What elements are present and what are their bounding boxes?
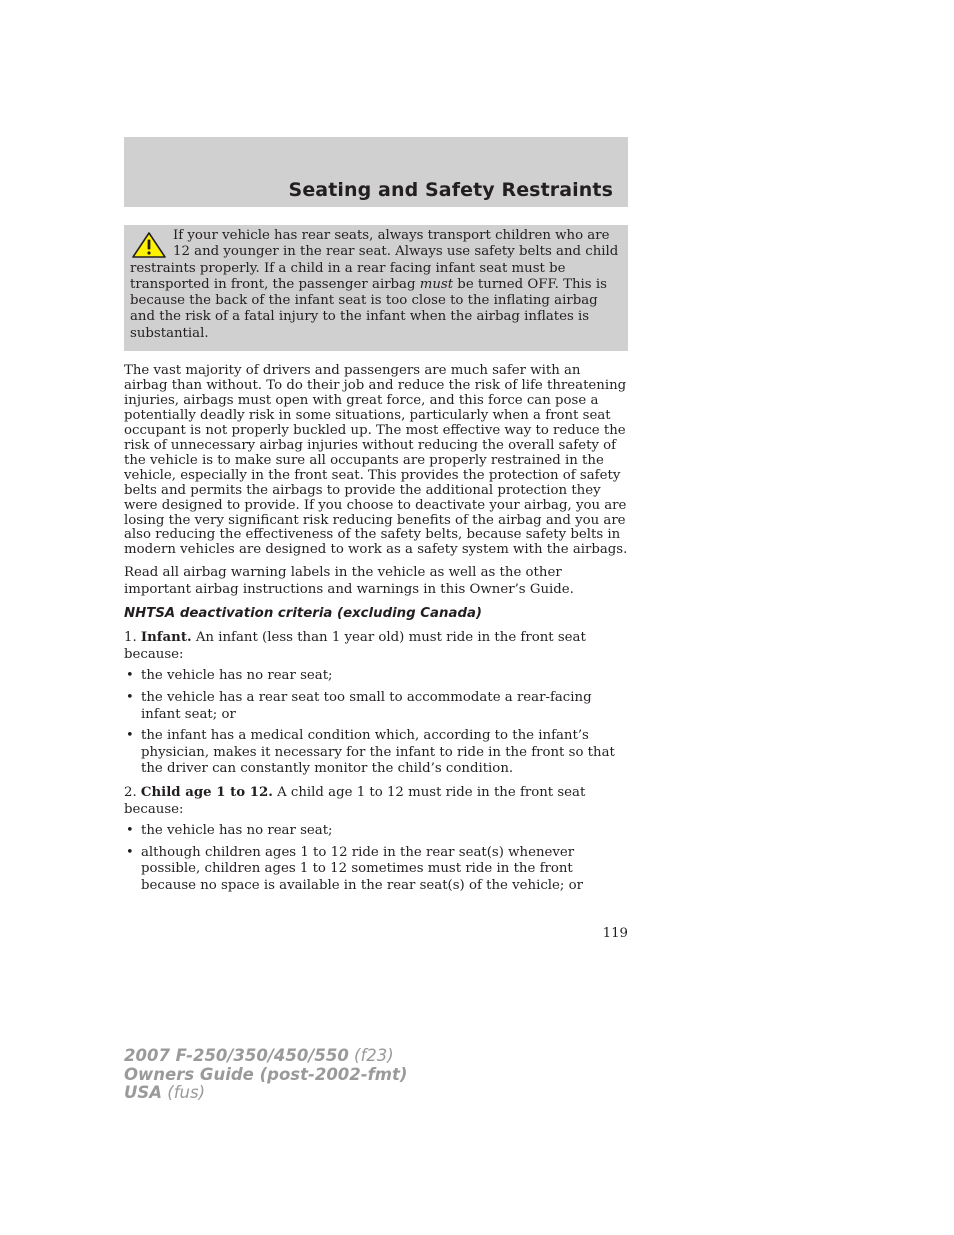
list-item-text: the vehicle has a rear seat too small to accommodate a rear-facing infant seat; or <box>141 690 592 722</box>
item-number: 1. <box>124 630 141 646</box>
list-item <box>124 823 628 839</box>
criteria-item-child <box>124 785 628 818</box>
list-item <box>124 690 628 723</box>
footer-line-model <box>124 1047 407 1066</box>
list-item-text: the vehicle has no rear seat; <box>141 823 333 839</box>
subheading-nhtsa-criteria: NHTSA deactivation criteria (excluding Canada) <box>124 606 483 622</box>
list-item-text: although children ages 1 to 12 ride in the rear seat(s) whenever possible, children ages 1 to 12 sometimes must ride in the front because no space is available in the rear seat(s) of the vehicle; or <box>141 845 583 893</box>
footer-model: 2007 F-250/350/450/550 <box>124 1046 349 1065</box>
footer-line-guide <box>124 1066 407 1085</box>
child-bullet-list <box>124 823 628 894</box>
body-paragraph-read-labels: Read all airbag warning labels in the vehicle as well as the other important airbag instructions and warnings in this Owner’s Guide. <box>124 565 574 597</box>
warning-emphasis: must <box>419 276 454 292</box>
criteria-item-infant <box>124 630 628 663</box>
page-number: 119 <box>602 926 628 941</box>
footer-model-code: (f23) <box>348 1046 394 1065</box>
list-item <box>124 728 628 777</box>
list-item <box>124 845 628 894</box>
document-footer <box>124 1047 407 1103</box>
warning-text <box>130 228 620 342</box>
bullet-glyph: • <box>126 668 134 684</box>
footer-guide: Owners Guide (post-2002-fmt) <box>124 1064 408 1084</box>
bullet-glyph: • <box>126 728 134 744</box>
footer-market-code: (fus) <box>162 1083 206 1102</box>
item-label: Infant. <box>140 630 192 646</box>
bullet-glyph: • <box>126 690 134 706</box>
section-title: Seating and Safety Restraints <box>288 179 613 201</box>
main-content <box>124 364 628 894</box>
list-item-text: the vehicle has no rear seat; <box>141 668 333 684</box>
bullet-glyph: • <box>126 845 134 861</box>
warning-text-part2: be turned OFF. This is because the back of the infant seat is too close to the inflating airbag and the risk of a fatal injury to the infant when the airbag inflates is substantial. <box>130 276 607 341</box>
list-item <box>124 668 628 684</box>
section-header-band <box>124 137 628 207</box>
infant-bullet-list <box>124 668 628 777</box>
body-paragraph-airbag-safety: The vast majority of drivers and passengers are much safer with an airbag than without. To do their job and reduce the risk of life threatening injuries, airbags must open with great force, and this force can pose a potentially deadly risk in some situations, particularly when a front seat occupant is not properly buckled up. The most effective way to reduce the risk of unnecessary airbag injuries without reducing the overall safety of the vehicle is to make sure all occupants are properly restrained in the vehicle, especially in the front seat. This provides the protection of safety belts and permits the airbags to provide the additional protection they were designed to provide. If you choose to deactivate your airbag, you are losing the very significant risk reducing benefits of the airbag and you are also reducing the effectiveness of the safety belts, because safety belts in modern vehicles are designed to work as a safety system with the airbags. <box>124 363 628 558</box>
item-text: A child age 1 to 12 must ride in the front seat because: <box>124 785 586 817</box>
item-label: Child age 1 to 12. <box>140 785 273 801</box>
warning-text-part1: If your vehicle has rear seats, always transport children who are 12 and younger in the rear seat. Always use safety belts and child restraints properly. If a child in a rear facing infant seat must be transported in front, the passenger airbag <box>130 228 619 292</box>
list-item-text: the infant has a medical condition which, according to the infant’s physician, makes it necessary for the infant to ride in the front so that the driver can constantly monitor the child’s condition. <box>141 728 615 776</box>
item-number: 2. <box>124 785 141 801</box>
item-text: An infant (less than 1 year old) must ride in the front seat because: <box>124 630 586 662</box>
bullet-glyph: • <box>126 823 134 839</box>
footer-line-market <box>124 1084 407 1103</box>
footer-market: USA <box>124 1083 163 1102</box>
warning-box <box>124 225 628 351</box>
